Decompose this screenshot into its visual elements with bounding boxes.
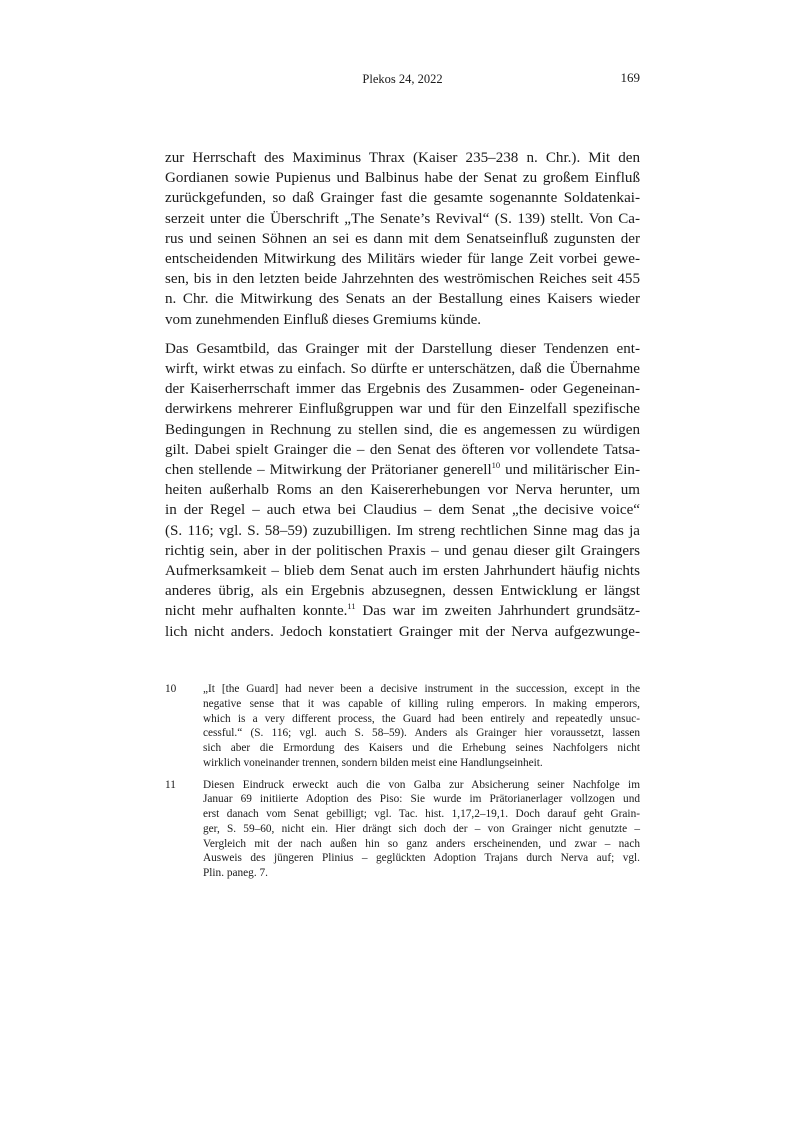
footnote-line: Diesen Eindruck erweckt auch die von Galba zur Absicherung seiner Nachfolge im	[203, 778, 640, 791]
footnote-line: which is a very different process, the Guard had been entirely and repeatedly unsuc-	[203, 712, 640, 725]
footnote-line: Ausweis des jüngeren Plinius – geglückten Adoption Trajans durch Nerva auf; vgl.	[203, 852, 640, 865]
footnote-ref: 11	[347, 601, 356, 612]
text-line: Aufmerksamkeit – blieb dem Senat auch im ersten Jahrhundert häufig nichts	[165, 563, 640, 580]
footnote	[165, 778, 640, 881]
text-line: heiten außerhalb Roms an den Kaisererhebungen vor Nerva herunter, um	[165, 482, 640, 499]
text-line: serzeit unter die Überschrift „The Senate’s Revival“ (S. 139) stellt. Von Ca-	[165, 210, 640, 227]
text-line: zur Herrschaft des Maximinus Thrax (Kaiser 235–238 n. Chr.). Mit den	[165, 150, 640, 166]
text-line: (S. 116; vgl. S. 58–59) zuzubilligen. Im streng rechtlichen Sinne mag das ja	[165, 522, 640, 539]
footnote-line: Plin. paneg. 7.	[203, 867, 268, 879]
footnote-ref: 10	[491, 460, 501, 471]
footnote-line: wirklich voneinander trennen, sondern bilden meist eine Handlungseinheit.	[203, 756, 543, 769]
text-line: der Kaiserherrschaft immer das Ergebnis des Zusammen- oder Gegeneinan-	[165, 381, 640, 398]
paragraph	[165, 339, 640, 642]
footnote-line: Vergleich mit der nach außen hin so ganz anders erscheinenden, und zwar – nach	[203, 837, 640, 850]
page-header	[165, 70, 640, 90]
text-line: vom zunehmenden Einfluß dieses Gremiums künde.	[165, 311, 482, 328]
line-text: und militärischer Ein-	[500, 462, 640, 479]
footnote	[165, 682, 640, 771]
text-line: gilt. Dabei spielt Grainger die – den Senat des öfteren vor vollendete Tatsa-	[165, 441, 640, 458]
footnote-line: negative sense that it was capable of killing ruling emperors. In making emperors,	[203, 697, 640, 710]
footnote-number: 11	[165, 778, 176, 791]
text-line: Gordianen sowie Pupienus und Balbinus habe der Senat zu großem Einfluß	[165, 170, 640, 187]
text-line-with-footnote-ref	[165, 460, 640, 480]
text-line: Das Gesamtbild, das Grainger mit der Darstellung dieser Tendenzen ent-	[165, 340, 640, 357]
text-line: Bedingungen in Rechnung zu stellen sind, die es angemessen zu würdigen	[165, 421, 640, 438]
footnote-line: sich aber die Ermordung des Kaisers und die Erhebung seines Nachfolgers nicht	[203, 742, 640, 754]
line-text: chen stellende – Mitwirkung der Prätorianer generell	[165, 462, 492, 479]
text-line: rus und seinen Söhnen an sei es dann mit dem Senatseinfluß zugunsten der	[165, 230, 640, 247]
text-line: zurückgefunden, so daß Grainger fast die gesamte sogenannte Soldatenkai-	[165, 190, 640, 207]
running-head: Plekos 24, 2022	[362, 72, 443, 86]
text-line: anderes übrig, als ein Ergebnis abzusegnen, dessen Entwicklung er längst	[165, 583, 640, 600]
text-line: n. Chr. die Mitwirkung des Senats an der Bestallung eines Kaisers wieder	[165, 291, 640, 308]
paragraph	[165, 148, 640, 330]
text-line: richtig sein, aber in der politischen Praxis – und genau dieser gilt Graingers	[165, 542, 640, 559]
text-line: sen, bis in den letzten beide Jahrzehnten des weströmischen Reiches seit 455	[165, 271, 640, 288]
line-text: nicht mehr aufhalten konnte.	[165, 603, 348, 620]
footnote-line: cessful.“ (S. 116; vgl. auch S. 58–59). Anders als Grainger hier voraussetzt, lassen	[203, 727, 640, 740]
footnote-line: Januar 69 initiierte Adoption des Piso: Sie wurde im Prätorianerlager vollzogen und	[203, 793, 640, 806]
footnote-line: erst danach vom Senat gebilligt; vgl. Tac. hist. 1,17,2–19,1. Doch darauf geht Grain-	[203, 808, 640, 820]
text-line: in der Regel – auch etwa bei Claudius – dem Senat „the decisive voice“	[165, 502, 640, 519]
line-text: Das war im zweiten Jahrhundert grundsätz-	[355, 603, 640, 620]
text-line: wirft, wirkt etwas zu einfach. So dürfte er unterschätzen, daß die Übernahme	[165, 361, 640, 378]
footnote-line: „It [the Guard] had never been a decisive instrument in the succession, except in the	[203, 683, 640, 695]
text-line-with-footnote-ref	[165, 601, 640, 621]
body-text	[165, 148, 640, 642]
footnote-number: 10	[165, 683, 177, 695]
page-number: 169	[620, 70, 640, 85]
text-line: entscheidenden Mitwirkung des Militärs wieder für lange Zeit vorbei gewe-	[165, 251, 640, 268]
text-line: lich nicht anders. Jedoch konstatiert Grainger mit der Nerva aufgezwunge-	[165, 623, 640, 640]
text-line: derwirkens mehrerer Einflußgruppen war und für den Einzelfall spezifische	[165, 401, 640, 418]
footnotes	[165, 682, 640, 881]
footnote-line: ger, S. 59–60, nicht ein. Hier drängt sich doch der – von Grainger nicht genutzte –	[203, 822, 640, 835]
